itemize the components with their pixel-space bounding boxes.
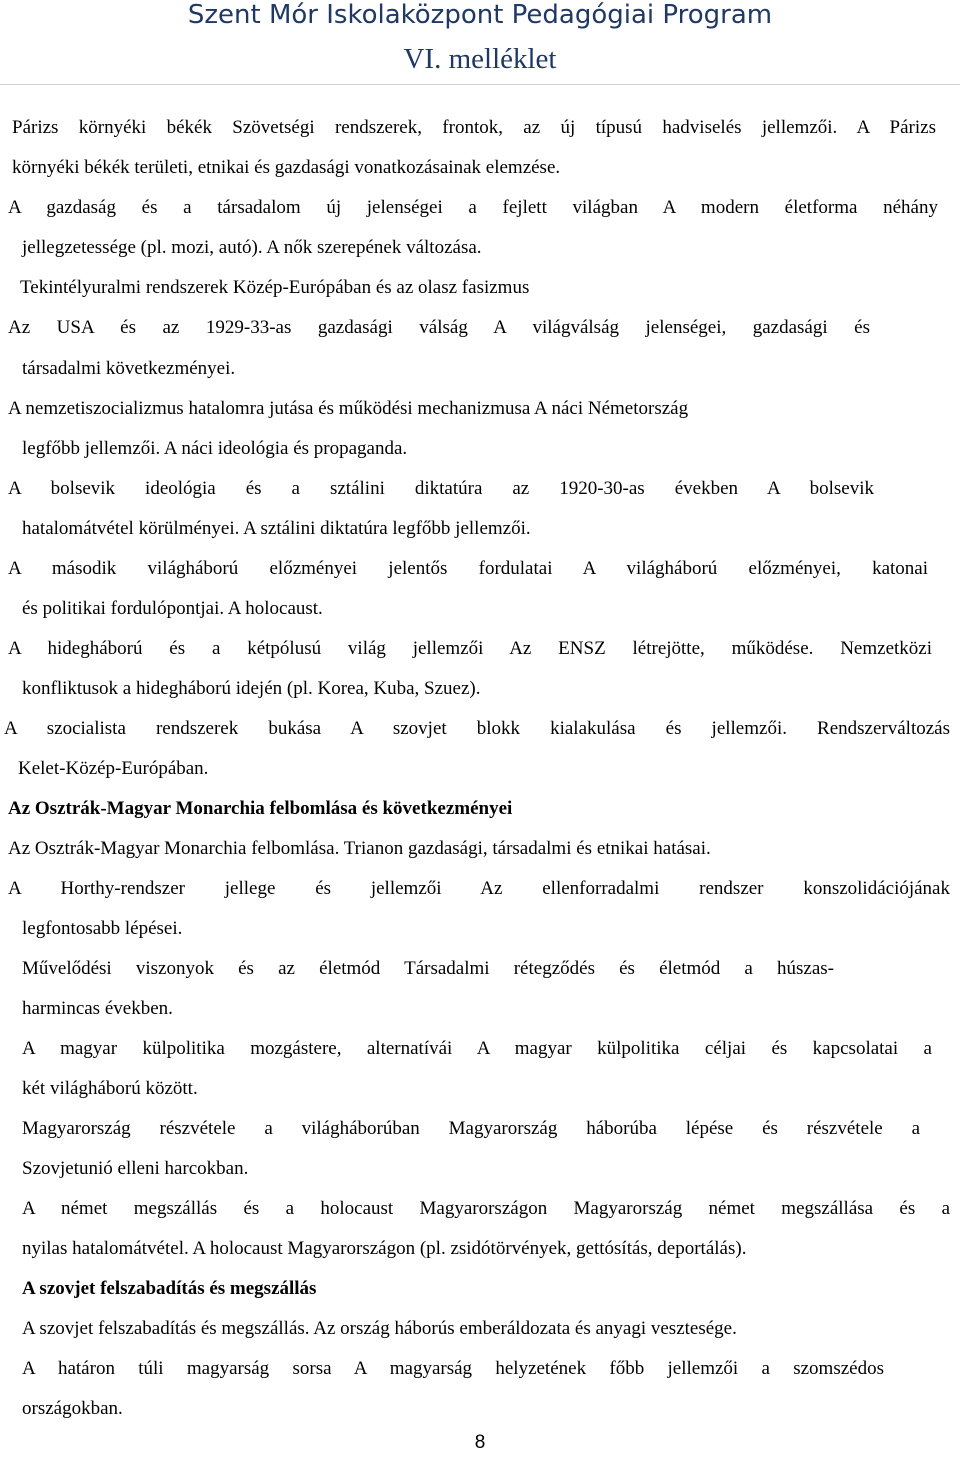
text-line: A bolsevik ideológia és a sztálini diktatúra az 1920-30-as években A bolsevik [8,478,874,499]
text-line: Párizs környéki békék Szövetségi rendszerek, frontok, az új típusú hadviselés jellemzői. A Párizs [12,117,936,138]
text-line: legfontosabb lépései. [22,918,183,939]
text-line: A szocialista rendszerek bukása A szovjet blokk kialakulása és jellemzői. Rendszerváltozás [4,718,950,739]
text-line: és politikai fordulópontjai. A holocaust. [22,598,323,619]
text-line: Az Osztrák-Magyar Monarchia felbomlása. Trianon gazdasági, társadalmi és etnikai hatásai. [8,838,711,859]
text-line: Az USA és az 1929-33-as gazdasági válság A világválság jelenségei, gazdasági és [8,317,870,338]
header-divider [0,84,960,85]
text-line: A nemzetiszocializmus hatalomra jutása és működési mechanizmusa A náci Németország [8,398,689,419]
section-heading: Az Osztrák-Magyar Monarchia felbomlása és következményei [8,798,513,819]
text-line: hatalomátvétel körülményei. A sztálini diktatúra legfőbb jellemzői. [22,518,531,539]
text-line: környéki békék területi, etnikai és gazdasági vonatkozásainak elemzése. [12,157,561,178]
text-line: országokban. [22,1398,123,1419]
text-line: konfliktusok a hidegháború idején (pl. Korea, Kuba, Szuez). [22,678,481,699]
text-line: A határon túli magyarság sorsa A magyarság helyzetének főbb jellemzői a szomszédos [22,1358,884,1379]
text-line: Művelődési viszonyok és az életmód Társadalmi rétegződés és életmód a húszas- [22,958,834,979]
text-line: Kelet-Közép-Európában. [18,758,209,779]
text-line: A magyar külpolitika mozgástere, alternatívái A magyar külpolitika céljai és kapcsolatai a [22,1038,932,1059]
text-line: legfőbb jellemzői. A náci ideológia és propaganda. [22,438,408,459]
text-line: Tekintélyuralmi rendszerek Közép-Európában és az olasz fasizmus [20,277,530,298]
page-number: 8 [474,1432,486,1453]
text-line: A német megszállás és a holocaust Magyarországon Magyarország német megszállása és a [22,1198,950,1219]
header-title: Szent Mór Iskolaközpont Pedagógiai Program [187,0,773,30]
text-line: jellegzetessége (pl. mozi, autó). A nők szerepének változása. [22,237,482,258]
section-heading: A szovjet felszabadítás és megszállás [22,1278,317,1299]
text-line: A Horthy-rendszer jellege és jellemzői Az ellenforradalmi rendszer konszolidációjának [8,878,950,899]
text-line: Magyarország részvétele a világháborúban Magyarország háborúba lépése és részvétele a [22,1118,920,1139]
text-line: A hidegháború és a kétpólusú világ jellemzői Az ENSZ létrejötte, működése. Nemzetközi [8,638,932,659]
text-line: társadalmi következményei. [22,358,236,379]
text-line: harmincas években. [22,998,173,1019]
text-line: A második világháború előzményei jelentős fordulatai A világháború előzményei, katonai [8,558,928,579]
text-line: Szovjetunió elleni harcokban. [22,1158,249,1179]
text-line: nyilas hatalomátvétel. A holocaust Magyarországon (pl. zsidótörvények, gettósítás, deportálás). [22,1238,747,1259]
text-line: A szovjet felszabadítás és megszállás. Az ország háborús emberáldozata és anyagi vesztesége. [22,1318,737,1339]
text-line: A gazdaság és a társadalom új jelenségei a fejlett világban A modern életforma néhány [8,197,938,218]
header-subtitle: VI. melléklet [403,43,557,75]
text-line: két világháború között. [22,1078,198,1099]
